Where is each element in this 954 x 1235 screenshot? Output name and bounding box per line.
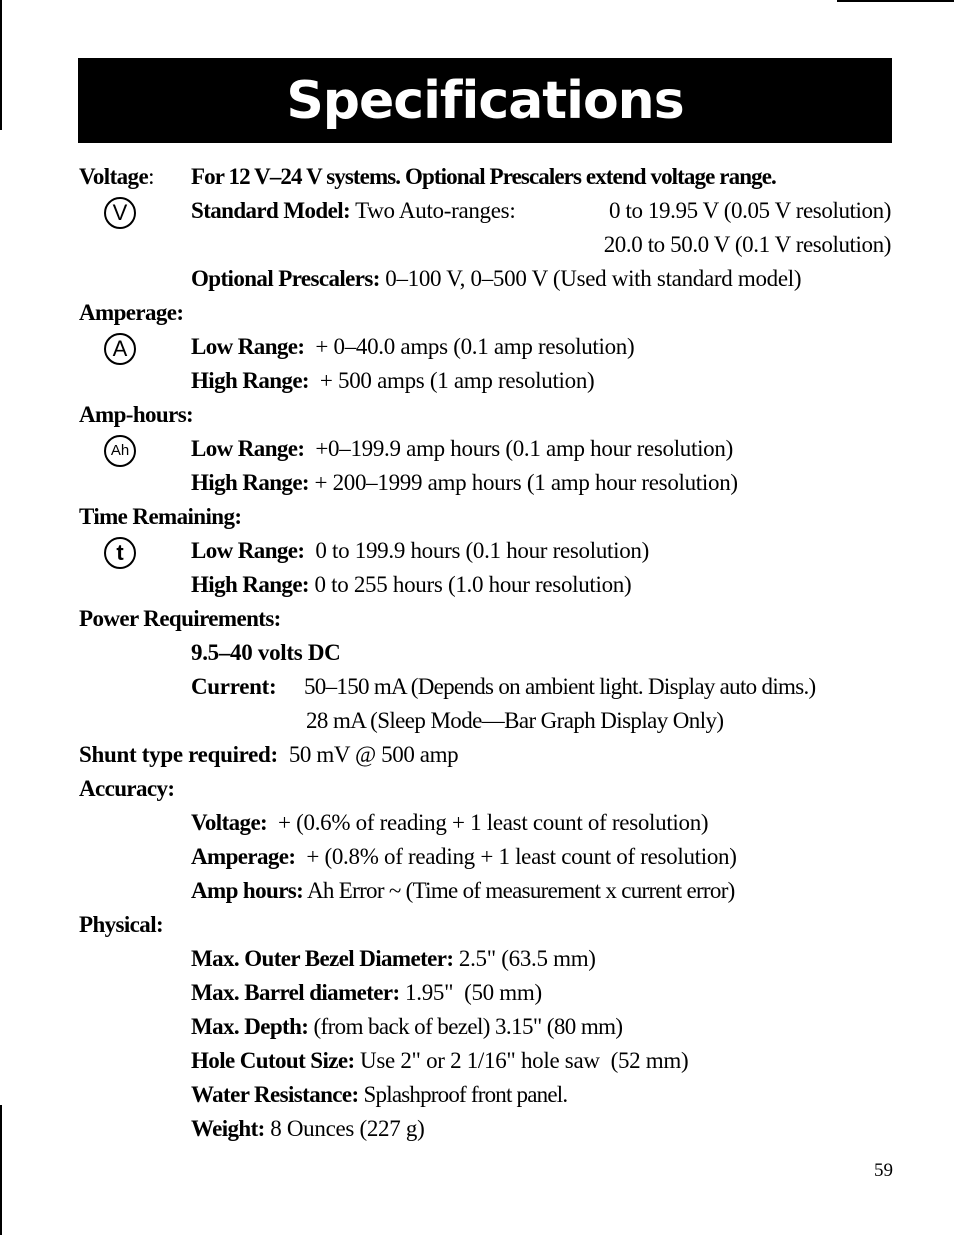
voltage-colon: : (148, 164, 154, 189)
physical-row (79, 908, 899, 942)
voltage-prescaler-label: Optional Prescalers: (191, 266, 380, 291)
physical-cutout-text: Use 2" or 2 1/16" hole saw (52 mm) (360, 1048, 689, 1073)
voltage-standard-text: Two Auto-ranges: (355, 198, 516, 223)
voltage-standard-row (79, 194, 899, 228)
voltage-range-1: 0 to 19.95 V (0.05 V resolution) (609, 198, 891, 223)
physical-weight-row (79, 1112, 899, 1146)
accuracy-amphours-label: Amp hours: (191, 878, 304, 903)
power-volts: 9.5–40 volts DC (191, 640, 341, 665)
power-volts-row (79, 636, 899, 670)
power-sleep-text: 28 mA (Sleep Mode—Bar Graph Display Only) (306, 708, 724, 733)
voltage-range-2: 20.0 to 50.0 V (0.1 V resolution) (603, 232, 891, 257)
power-sleep-row (79, 704, 899, 738)
voltage-prescaler-row (79, 262, 899, 296)
shunt-text: 50 mV @ 500 amp (288, 742, 459, 767)
amperage-high-row (79, 364, 899, 398)
title-banner (78, 58, 892, 143)
page-number: 59 (874, 1160, 893, 1181)
power-current-text: 50–150 mA (Depends on ambient light. Display auto dims.) (304, 674, 816, 699)
accuracy-voltage-text: + (0.6% of reading + 1 least count of resolution) (278, 810, 709, 835)
physical-water-row (79, 1078, 899, 1112)
amphours-high-label: High Range: (191, 470, 309, 495)
power-row (79, 602, 899, 636)
power-heading: Power Requirements: (79, 606, 281, 631)
accuracy-heading: Accuracy: (79, 776, 175, 801)
crop-mark-top-right (837, 0, 954, 2)
accuracy-amphours-row (79, 874, 899, 908)
shunt-row (79, 738, 899, 772)
physical-bezel-row (79, 942, 899, 976)
voltage-intro: For 12 V–24 V systems. Optional Prescalers extend voltage range. (191, 164, 776, 189)
accuracy-voltage-label: Voltage: (191, 810, 268, 835)
spec-list (79, 160, 899, 1146)
shunt-heading: Shunt type required: (79, 742, 278, 767)
time-heading: Time Remaining: (79, 504, 242, 529)
physical-water-label: Water Resistance: (191, 1082, 359, 1107)
voltage-standard-label: Standard Model: (191, 198, 351, 223)
amphours-heading: Amp-hours: (79, 402, 194, 427)
amperage-high-label: High Range: (191, 368, 309, 393)
physical-depth-label: Max. Depth: (191, 1014, 309, 1039)
amphours-low-row (79, 432, 899, 466)
time-high-row (79, 568, 899, 602)
accuracy-row (79, 772, 899, 806)
physical-barrel-row (79, 976, 899, 1010)
time-low-label: Low Range: (191, 538, 305, 563)
amperage-high-text: + 500 amps (1 amp resolution) (319, 368, 595, 393)
physical-bezel-label: Max. Outer Bezel Diameter: (191, 946, 454, 971)
power-current-row (79, 670, 899, 704)
crop-mark-bottom-left (0, 1105, 2, 1235)
physical-cutout-label: Hole Cutout Size: (191, 1048, 355, 1073)
physical-weight-text: 8 Ounces (227 g) (270, 1116, 425, 1141)
voltage-heading: Voltage (79, 164, 149, 189)
physical-heading: Physical: (79, 912, 164, 937)
time-icon: t (104, 537, 136, 569)
time-high-label: High Range: (191, 572, 309, 597)
voltage-range2-row (79, 228, 899, 262)
amperage-row (79, 296, 899, 330)
amperage-low-label: Low Range: (191, 334, 305, 359)
voltage-icon: V (104, 197, 136, 229)
amphours-icon: Ah (104, 435, 136, 467)
time-high-text: 0 to 255 hours (1.0 hour resolution) (314, 572, 632, 597)
accuracy-amperage-row (79, 840, 899, 874)
physical-barrel-label: Max. Barrel diameter: (191, 980, 400, 1005)
amphours-low-text: +0–199.9 amp hours (0.1 amp hour resolution) (315, 436, 733, 461)
amperage-heading: Amperage: (79, 300, 184, 325)
amperage-low-row (79, 330, 899, 364)
power-current-label: Current: (191, 674, 277, 699)
physical-water-text: Splashproof front panel. (363, 1082, 568, 1107)
time-low-text: 0 to 199.9 hours (0.1 hour resolution) (315, 538, 649, 563)
voltage-row (79, 160, 899, 194)
amperage-icon: A (104, 333, 136, 365)
amphours-high-row (79, 466, 899, 500)
time-low-row (79, 534, 899, 568)
physical-depth-text: (from back of bezel) 3.15" (80 mm) (313, 1014, 623, 1039)
accuracy-voltage-row (79, 806, 899, 840)
physical-depth-row (79, 1010, 899, 1044)
amphours-low-label: Low Range: (191, 436, 305, 461)
crop-mark-top-left (0, 0, 2, 130)
physical-bezel-text: 2.5" (63.5 mm) (458, 946, 596, 971)
amperage-low-text: + 0–40.0 amps (0.1 amp resolution) (315, 334, 635, 359)
amphours-row (79, 398, 899, 432)
accuracy-amphours-text: Ah Error ~ (Time of measurement x current error) (307, 878, 735, 903)
voltage-prescaler-text: 0–100 V, 0–500 V (Used with standard model) (385, 266, 802, 291)
physical-barrel-text: 1.95" (50 mm) (405, 980, 542, 1005)
page-title: Specifications (286, 70, 684, 131)
time-row (79, 500, 899, 534)
amphours-high-text: + 200–1999 amp hours (1 amp hour resolution) (314, 470, 738, 495)
accuracy-amperage-text: + (0.8% of reading + 1 least count of resolution) (306, 844, 737, 869)
physical-weight-label: Weight: (191, 1116, 265, 1141)
physical-cutout-row (79, 1044, 899, 1078)
accuracy-amperage-label: Amperage: (191, 844, 296, 869)
